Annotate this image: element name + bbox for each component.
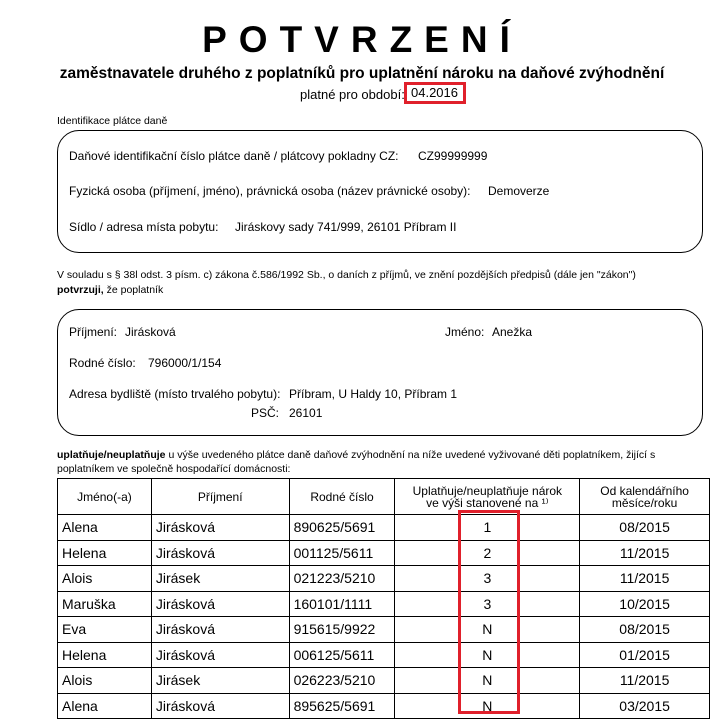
cell-birth: 021223/5210 — [289, 566, 395, 592]
payer-name-value: Demoverze — [488, 184, 550, 198]
confirm-line — [57, 283, 163, 297]
header-from-line-1: Od kalendářního — [600, 483, 689, 498]
table-row — [58, 642, 710, 668]
payer-name-label: Fyzická osoba (příjmení, jméno), právnická osoba (název právnické osoby): — [69, 184, 471, 198]
employee-psc-value: 26101 — [289, 406, 323, 420]
cell-surname: Jirásek — [151, 566, 289, 592]
employee-surname-label: Příjmení: — [69, 325, 118, 339]
cell-birth: 160101/1111 — [289, 591, 395, 617]
table-row — [58, 566, 710, 592]
cell-surname: Jirásková — [151, 693, 289, 719]
cell-from: 08/2015 — [580, 617, 710, 643]
cell-name: Eva — [58, 617, 152, 643]
payer-section-label: Identifikace plátce daně — [57, 115, 168, 127]
cell-from: 11/2015 — [580, 566, 710, 592]
cell-from: 10/2015 — [580, 591, 710, 617]
payer-address-value: Jiráskovy sady 741/999, 26101 Příbram II — [235, 220, 457, 234]
cell-claim: N — [395, 617, 580, 643]
claim-line-2: poplatníkem ve společně hospodařící domácnosti: — [57, 463, 291, 475]
period-label: platné pro období: — [300, 87, 405, 102]
payer-dic-value: CZ99999999 — [418, 149, 488, 163]
cell-claim: N — [395, 642, 580, 668]
cell-surname: Jirásková — [151, 515, 289, 541]
confirm-bold: potvrzuji, — [57, 284, 104, 296]
table-row — [58, 617, 710, 643]
children-table — [57, 478, 710, 719]
cell-name: Maruška — [58, 591, 152, 617]
period-value: 04.2016 — [404, 82, 466, 104]
employee-firstname-value: Anežka — [492, 325, 533, 339]
cell-surname: Jirásková — [151, 540, 289, 566]
confirm-rest: že poplatník — [106, 284, 164, 296]
employee-psc-label: PSČ: — [251, 406, 280, 420]
employee-birth-value: 796000/1/154 — [148, 356, 222, 370]
claim-bold: uplatňuje/neuplatňuje — [57, 449, 166, 461]
cell-name: Alois — [58, 566, 152, 592]
cell-surname: Jirásek — [151, 668, 289, 694]
employee-address-value: Příbram, U Haldy 10, Příbram 1 — [289, 387, 458, 401]
header-claim-line-1: Uplatňuje/neuplatňuje nárok — [412, 483, 563, 498]
cell-surname: Jirásková — [151, 642, 289, 668]
cell-claim: N — [395, 693, 580, 719]
law-text: V souladu s § 38l odst. 3 písm. c) zákona č.586/1992 Sb., o daních z příjmů, ve znění pozdějších předpisů (dále jen "zákon") — [57, 269, 636, 281]
table-row — [58, 515, 710, 541]
document-subtitle: zaměstnavatele druhého z poplatníků pro uplatnění nároku na daňové zvýhodnění — [59, 65, 665, 82]
cell-name: Alena — [58, 693, 152, 719]
cell-from: 03/2015 — [580, 693, 710, 719]
header-from-line-2: měsíce/roku — [611, 495, 678, 510]
cell-birth: 006125/5611 — [289, 642, 395, 668]
cell-name: Alena — [58, 515, 152, 541]
cell-from: 11/2015 — [580, 540, 710, 566]
table-row — [58, 668, 710, 694]
cell-from: 11/2015 — [580, 668, 710, 694]
cell-birth: 001125/5611 — [289, 540, 395, 566]
cell-name: Alois — [58, 668, 152, 694]
header-from — [580, 479, 710, 515]
cell-birth: 895625/5691 — [289, 693, 395, 719]
employee-surname-value: Jirásková — [125, 325, 176, 339]
claim-line-1 — [57, 448, 655, 462]
employee-birth-label: Rodné číslo: — [69, 356, 136, 370]
cell-name: Helena — [58, 540, 152, 566]
header-claim-line-2: ve výši stanovené na ¹⁾ — [426, 495, 549, 510]
header-name: Jméno(-a) — [58, 479, 152, 515]
payer-dic-label: Daňové identifikační číslo plátce daně / plátcovy pokladny CZ: — [69, 149, 399, 163]
cell-claim: 2 — [395, 540, 580, 566]
cell-claim: N — [395, 668, 580, 694]
cell-name: Helena — [58, 642, 152, 668]
header-birth: Rodné číslo — [289, 479, 395, 515]
table-header-row — [58, 479, 710, 515]
cell-from: 01/2015 — [580, 642, 710, 668]
table-row — [58, 591, 710, 617]
cell-birth: 890625/5691 — [289, 515, 395, 541]
table-row — [58, 540, 710, 566]
table-row — [58, 693, 710, 719]
cell-birth: 026223/5210 — [289, 668, 395, 694]
cell-claim: 1 — [395, 515, 580, 541]
document-title: POTVRZENÍ — [202, 19, 522, 60]
header-claim — [395, 479, 580, 515]
claim-rest-1: u výše uvedeného plátce daně daňové zvýhodnění na níže uvedené vyživované děti poplatníkem, žijící s — [168, 449, 656, 461]
cell-surname: Jirásková — [151, 617, 289, 643]
employee-firstname-label: Jméno: — [445, 325, 485, 339]
cell-claim: 3 — [395, 591, 580, 617]
cell-birth: 915615/9922 — [289, 617, 395, 643]
cell-surname: Jirásková — [151, 591, 289, 617]
payer-address-label: Sídlo / adresa místa pobytu: — [69, 220, 219, 234]
cell-claim: 3 — [395, 566, 580, 592]
employee-address-label: Adresa bydliště (místo trvalého pobytu): — [69, 387, 281, 401]
cell-from: 08/2015 — [580, 515, 710, 541]
header-surname: Příjmení — [151, 479, 289, 515]
